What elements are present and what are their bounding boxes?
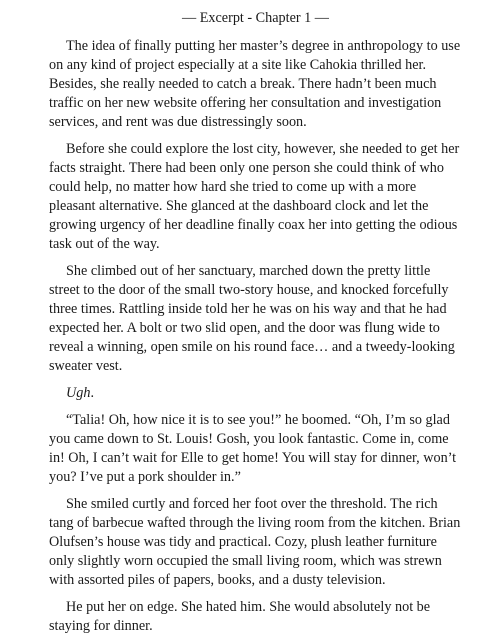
paragraph-5: “Talia! Oh, how nice it is to see you!” he boomed. “Oh, I’m so glad you came down to St. Louis! Gosh, you look fantastic. Come in, come in! Oh, I can’t wait for Elle to get home! You will stay for dinner, won’t you? I’ve put a pork shoulder in.” — [49, 412, 457, 485]
paragraph-6: She smiled curtly and forced her foot over the threshold. The rich tang of barbecue wafted through the living room from the kitchen. Brian Olufsen’s house was tidy and practical. Cozy, plush leather furniture only slightly worn occupied the small living room, which was strewn with assorted piles of papers, books, and a dusty television. — [49, 496, 461, 588]
paragraph-ugh — [49, 384, 462, 403]
paragraph-3: She climbed out of her sanctuary, marched down the pretty little street to the door of the small two-story house, and knocked forcefully three times. Rattling inside told her he was on his way and that he had expected her. A bolt or two slid open, and the door was flung wide to reveal a winning, open smile on his round face… and a tweedy-looking sweater vest. — [49, 263, 455, 374]
paragraph-2: Before she could explore the lost city, however, she needed to get her facts straight. There had been only one person she could think of who could help, no matter how hard she tried to come up with a more pleasant alternative. She glanced at the dashboard clock and let the growing urgency of her deadline finally coax her into getting the odious task out of the way. — [49, 141, 460, 252]
paragraph-1: The idea of finally putting her master’s degree in anthropology to use on any kind of project especially at a site like Cahokia thrilled her. Besides, she really needed to catch a break. There hadn’t been much traffic on her new website offering her consultation and investigation services, and rent was due distressingly soon. — [49, 38, 461, 130]
ugh-period: . — [90, 385, 94, 401]
ugh-word: Ugh — [66, 385, 91, 401]
paragraph-7: He put her on edge. She hated him. She would absolutely not be staying for dinner. — [49, 599, 431, 634]
chapter-heading: — Excerpt - Chapter 1 — — [182, 10, 329, 26]
